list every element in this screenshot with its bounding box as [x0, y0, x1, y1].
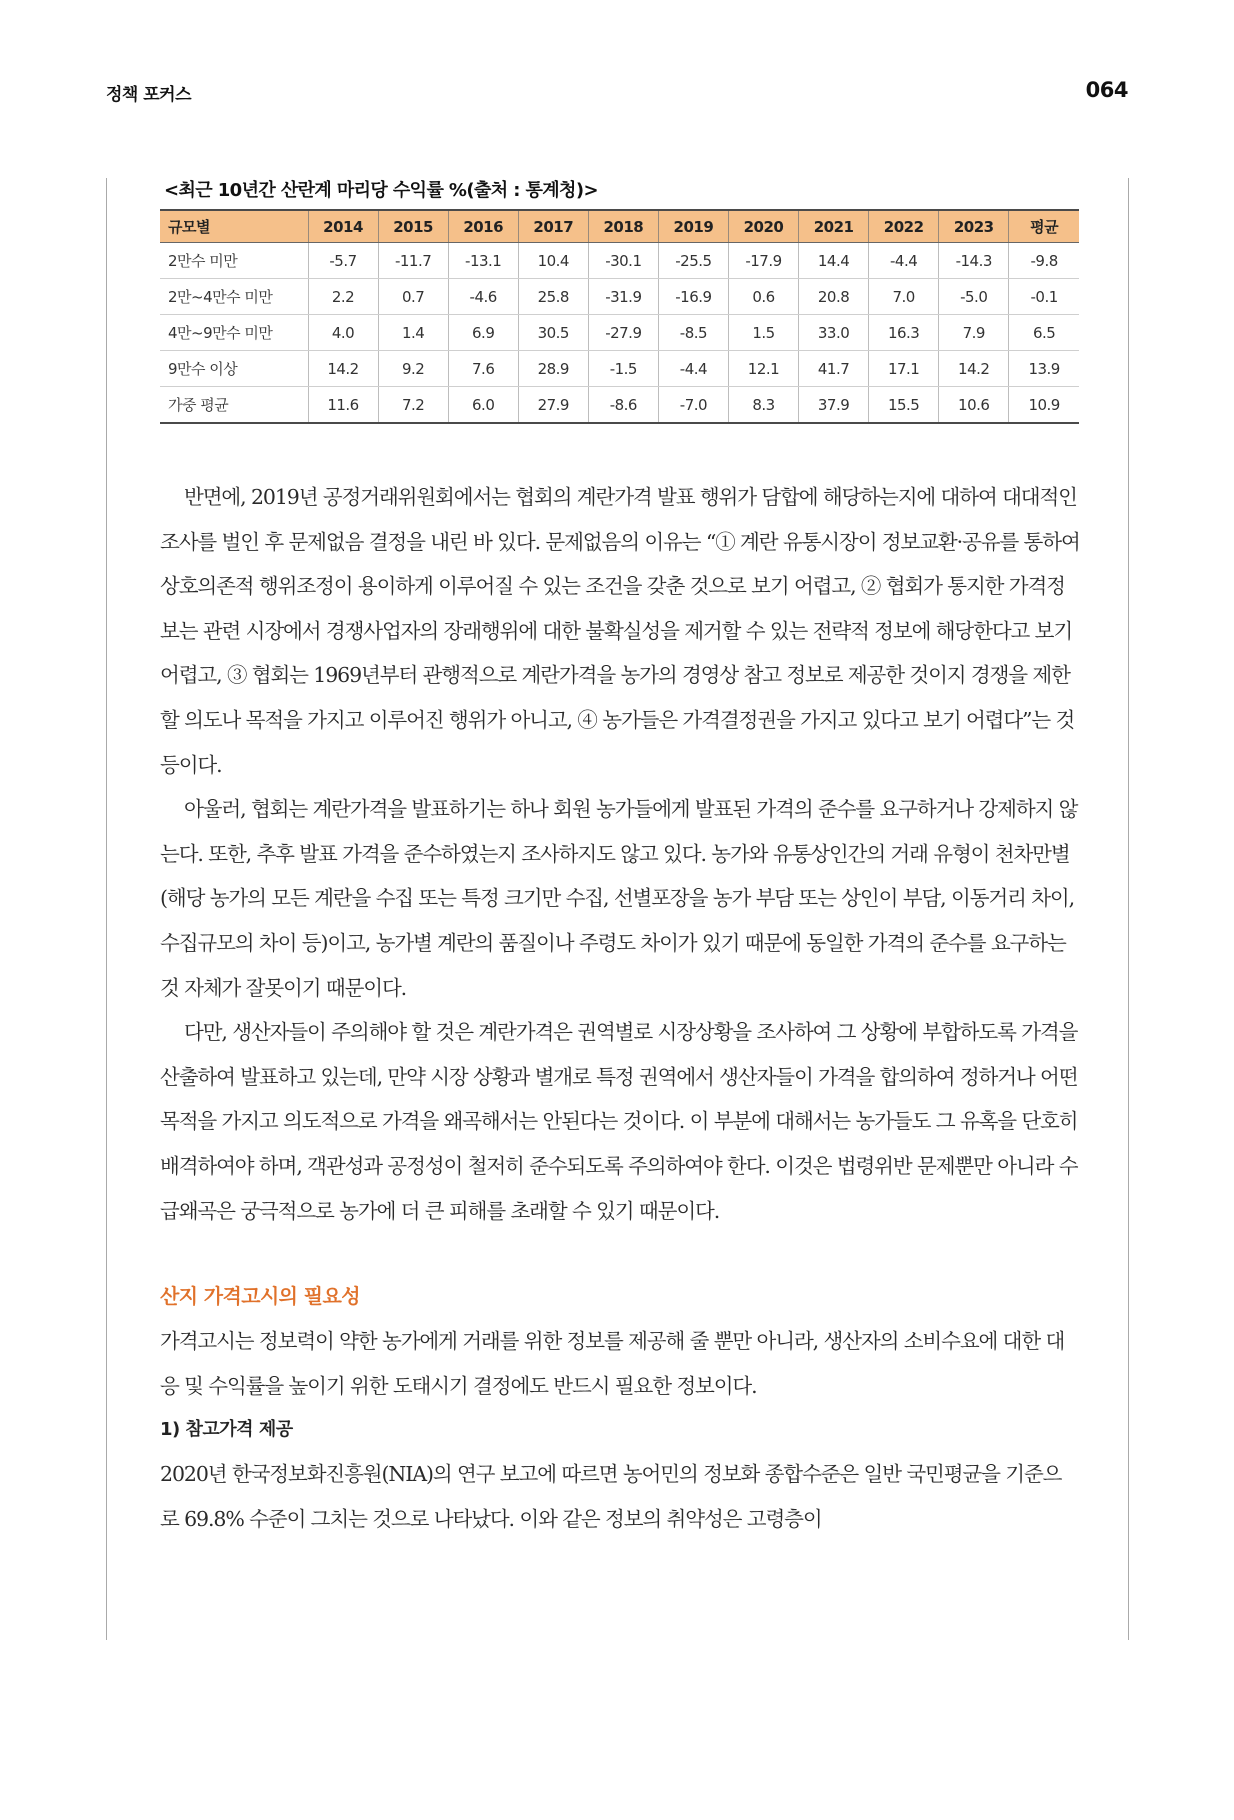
- table-cell: -27.9: [588, 315, 658, 351]
- table-cell: 27.9: [518, 387, 588, 424]
- table-row: [160, 387, 1079, 424]
- table-cell: -17.9: [728, 243, 798, 279]
- column-header: 2015: [378, 210, 448, 243]
- table-cell: 0.7: [378, 279, 448, 315]
- table-cell: 11.6: [308, 387, 378, 424]
- table-cell: 2.2: [308, 279, 378, 315]
- table-cell: -14.3: [939, 243, 1009, 279]
- table-cell: 8.3: [728, 387, 798, 424]
- running-header-section: 정책 포커스: [106, 85, 192, 105]
- column-header: 2014: [308, 210, 378, 243]
- table-cell: 14.2: [939, 351, 1009, 387]
- page-number: 064: [1085, 78, 1128, 102]
- table-cell: 10.6: [939, 387, 1009, 424]
- column-header: 2020: [728, 210, 798, 243]
- column-header: 2016: [448, 210, 518, 243]
- body-paragraph: 다만, 생산자들이 주의해야 할 것은 계란가격은 권역별로 시장상황을 조사하여 그 상황에 부합하도록 가격을 산출하여 발표하고 있는데, 만약 시장 상황과 별개로 특정 권역에서 생산자들이 가격을 합의하여 정하거나 어떤 목적을 가지고 의도적으로 가격을 왜곡해서는 안된다는 것이다. 이 부분에 대해서는 농가들도 그 유혹을 단호히 배격하여야 하며, 객관성과 공정성이 철저히 준수되도록 주의하여야 한다. 이것은 법령위반 문제뿐만 아니라 수급왜곡은 궁극적으로 농가에 더 큰 피해를 초래할 수 있기 때문이다.: [160, 1020, 1078, 1223]
- column-header: 2019: [658, 210, 728, 243]
- table-cell: 33.0: [799, 315, 869, 351]
- table-cell: 10.4: [518, 243, 588, 279]
- table-cell: -5.7: [308, 243, 378, 279]
- left-margin-rule: [106, 178, 107, 1640]
- table-cell: 16.3: [869, 315, 939, 351]
- table-cell: 0.6: [728, 279, 798, 315]
- table-cell: 4.0: [308, 315, 378, 351]
- table-cell: -4.4: [869, 243, 939, 279]
- body-paragraph: 아울러, 협회는 계란가격을 발표하기는 하나 회원 농가들에게 발표된 가격의 준수를 요구하거나 강제하지 않는다. 또한, 추후 발표 가격을 준수하였는지 조사하지도 않고 있다. 농가와 유통상인간의 거래 유형이 천차만별(해당 농가의 모든 계란을 수집 또는 특정 크기만 수집, 선별포장을 농가 부담 또는 상인이 부담, 이동거리 차이, 수집규모의 차이 등)이고, 농가별 계란의 품질이나 주령도 차이가 있기 때문에 동일한 가격의 준수를 요구하는 것 자체가 잘못이기 때문이다.: [160, 797, 1078, 1000]
- table-cell: -8.5: [658, 315, 728, 351]
- section-heading: 산지 가격고시의 필요성: [160, 1284, 360, 1309]
- row-label: 4만~9만수 미만: [160, 315, 308, 351]
- table-cell: 28.9: [518, 351, 588, 387]
- table-row: [160, 315, 1079, 351]
- table-cell: 13.9: [1009, 351, 1079, 387]
- table-header-row: [160, 210, 1079, 243]
- table-caption: <최근 10년간 산란계 마리당 수익률 %(출처 : 통계청)>: [164, 180, 598, 201]
- column-header: 2021: [799, 210, 869, 243]
- section-intro-paragraph: 가격고시는 정보력이 약한 농가에게 거래를 위한 정보를 제공해 줄 뿐만 아니라, 생산자의 소비수요에 대한 대응 및 수익률을 높이기 위한 도태시기 결정에도 반드시 필요한 정보이다.: [160, 1329, 1065, 1398]
- column-header: 2022: [869, 210, 939, 243]
- table-cell: 10.9: [1009, 387, 1079, 424]
- table-cell: 9.2: [378, 351, 448, 387]
- column-header: 평균: [1009, 210, 1079, 243]
- column-header: 2017: [518, 210, 588, 243]
- table-cell: -5.0: [939, 279, 1009, 315]
- table-cell: -13.1: [448, 243, 518, 279]
- table-cell: 17.1: [869, 351, 939, 387]
- table-row: [160, 243, 1079, 279]
- table-cell: 6.0: [448, 387, 518, 424]
- subsection-paragraph: 2020년 한국정보화진흥원(NIA)의 연구 보고에 따르면 농어민의 정보화 종합수준은 일반 국민평균을 기준으로 69.8% 수준이 그치는 것으로 나타났다. 이와 같은 정보의 취약성은 고령층이: [160, 1462, 1062, 1531]
- table-cell: 7.9: [939, 315, 1009, 351]
- table-cell: -30.1: [588, 243, 658, 279]
- column-header: 2018: [588, 210, 658, 243]
- row-label: 9만수 이상: [160, 351, 308, 387]
- table-row: [160, 279, 1079, 315]
- table-cell: -1.5: [588, 351, 658, 387]
- table-cell: 37.9: [799, 387, 869, 424]
- table-cell: 6.9: [448, 315, 518, 351]
- table-cell: -9.8: [1009, 243, 1079, 279]
- table-cell: 15.5: [869, 387, 939, 424]
- body-paragraph: 반면에, 2019년 공정거래위원회에서는 협회의 계란가격 발표 행위가 담합에 해당하는지에 대하여 대대적인 조사를 벌인 후 문제없음 결정을 내린 바 있다. 문제없음의 이유는 “① 계란 유통시장이 정보교환·공유를 통하여 상호의존적 행위조정이 용이하게 이루어질 수 있는 조건을 갖춘 것으로 보기 어렵고, ② 협회가 통지한 가격정보는 관련 시장에서 경쟁사업자의 장래행위에 대한 불확실성을 제거할 수 있는 전략적 정보에 해당한다고 보기 어렵고, ③ 협회는 1969년부터 관행적으로 계란가격을 농가의 경영상 참고 정보로 제공한 것이지 경쟁을 제한할 의도나 목적을 가지고 이루어진 행위가 아니고, ④ 농가들은 가격결정권을 가지고 있다고 보기 어렵다”는 것 등이다.: [160, 485, 1080, 777]
- table-cell: 1.5: [728, 315, 798, 351]
- row-label: 가중 평균: [160, 387, 308, 424]
- table-cell: 12.1: [728, 351, 798, 387]
- table-cell: 41.7: [799, 351, 869, 387]
- table-row: [160, 351, 1079, 387]
- table-cell: -7.0: [658, 387, 728, 424]
- subsection-heading: 1) 참고가격 제공: [160, 1419, 293, 1441]
- profit-rate-table: [160, 209, 1079, 424]
- right-margin-rule: [1128, 178, 1129, 1640]
- table-cell: -25.5: [658, 243, 728, 279]
- table-cell: -11.7: [378, 243, 448, 279]
- table-cell: 20.8: [799, 279, 869, 315]
- column-header: 규모별: [160, 210, 308, 243]
- row-label: 2만~4만수 미만: [160, 279, 308, 315]
- table-cell: -4.6: [448, 279, 518, 315]
- table-cell: 7.0: [869, 279, 939, 315]
- table-cell: 14.2: [308, 351, 378, 387]
- table-cell: -8.6: [588, 387, 658, 424]
- page-content: [160, 178, 1080, 1541]
- column-header: 2023: [939, 210, 1009, 243]
- table-cell: 6.5: [1009, 315, 1079, 351]
- table-cell: 30.5: [518, 315, 588, 351]
- table-cell: 25.8: [518, 279, 588, 315]
- table-cell: 1.4: [378, 315, 448, 351]
- table-cell: -0.1: [1009, 279, 1079, 315]
- table-cell: 7.2: [378, 387, 448, 424]
- row-label: 2만수 미만: [160, 243, 308, 279]
- table-cell: 14.4: [799, 243, 869, 279]
- table-cell: -4.4: [658, 351, 728, 387]
- table-cell: 7.6: [448, 351, 518, 387]
- table-cell: -16.9: [658, 279, 728, 315]
- table-cell: -31.9: [588, 279, 658, 315]
